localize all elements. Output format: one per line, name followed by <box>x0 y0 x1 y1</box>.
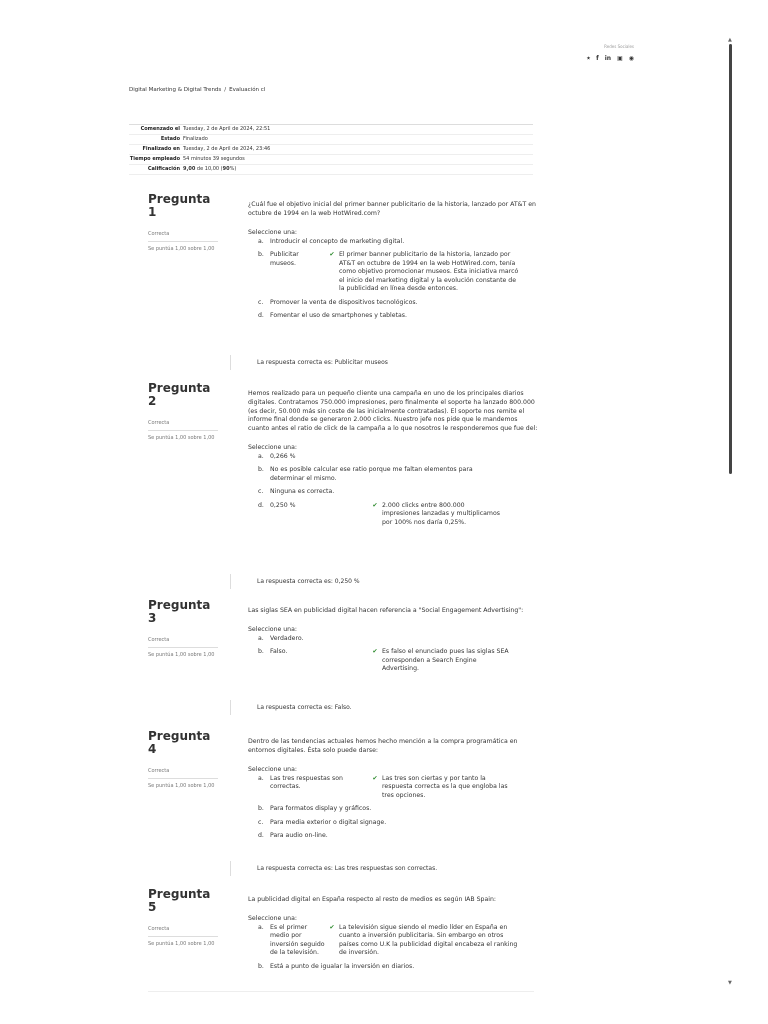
summary-label: Calificación <box>147 166 180 172</box>
summary-value: Tuesday, 2 de April de 2024, 22:51 <box>183 126 271 132</box>
question-title: Pregunta 1 <box>148 192 211 219</box>
question-content <box>248 607 538 679</box>
check-icon: ✔ <box>372 648 378 656</box>
summary-row-time <box>129 155 533 165</box>
scrollbar-thumb[interactable] <box>729 44 732 474</box>
summary-label: Tiempo empleado <box>129 156 180 162</box>
question-info <box>148 888 218 947</box>
option-feedback: Es falso el enunciado pues las siglas SEA corresponden a Search Engine Advertising. <box>382 648 509 673</box>
question-info <box>148 730 218 789</box>
question-state: Correcta <box>148 926 218 937</box>
summary-row-started <box>129 125 533 135</box>
check-icon: ✔ <box>372 774 378 782</box>
option-b[interactable]: b. No es posible calcular ese ratio porque me faltan elementos para determinar el mismo. <box>258 466 473 482</box>
grade-score: 9,00 <box>183 166 196 172</box>
social-links <box>560 44 634 62</box>
summary-value <box>183 166 533 173</box>
question-grade: Se puntúa 1,00 sobre 1,00 <box>148 246 215 252</box>
option-feedback: El primer banner publicitario de la historia, lanzado por AT&T en octubre de 1994 en la web HotWired.com, tenía como objetivo promocionar museos. Esta iniciativa marcó el inicio del marketing digital y la evolución constante de la publicidad en línea desde entonces. <box>339 251 519 293</box>
select-one-label: Seleccione una: <box>248 765 297 773</box>
question-content <box>248 201 538 326</box>
breadcrumb-current[interactable]: Evaluación cl <box>229 87 266 93</box>
option-a[interactable]: a. Introducir el concepto de marketing digital. <box>258 237 405 245</box>
scroll-up-arrow-icon[interactable]: ▲ <box>728 37 732 43</box>
globe-icon[interactable]: ◉ <box>628 55 634 62</box>
check-icon: ✔ <box>329 251 335 259</box>
summary-row-finished <box>129 145 533 155</box>
summary-label: Comenzado el <box>140 126 180 132</box>
check-icon: ✔ <box>329 923 335 931</box>
question-state: Correcta <box>148 637 218 648</box>
youtube-icon[interactable]: ▣ <box>617 55 623 62</box>
question-state: Correcta <box>148 420 218 431</box>
question-text: Dentro de las tendencias actuales hemos hecho mención a la compra programática en entornos digitales. Ésta solo puede darse: <box>248 738 518 754</box>
attempt-summary <box>129 124 533 175</box>
select-one-label: Seleccione una: <box>248 625 297 633</box>
option-d[interactable]: d. Fomentar el uso de smartphones y tabletas. <box>258 312 407 320</box>
twitter-icon[interactable]: ⭑ <box>586 55 591 62</box>
option-a[interactable]: a. Es el primer medio por inversión seguido de la televisión. ✔ La televisión sigue siendo el medio líder en España en cuanto a inversión publicitaria. Sin embargo en otros países como U.K la publicidad digital encabeza el ranking de inversión. <box>258 923 518 957</box>
option-b[interactable]: b. Publicitar museos. ✔ El primer banner publicitario de la historia, lanzado por AT&T en octubre de 1994 en la web HotWired.com, tenía como objetivo promocionar museos. Esta iniciativa marcó el inicio del marketing digital y la evolución constante de la publicidad en línea desde entonces. <box>258 251 519 293</box>
select-one-label: Seleccione una: <box>248 443 297 451</box>
breadcrumb <box>129 87 265 93</box>
summary-value: Finalizado <box>183 136 208 142</box>
grade-rest: de 10,00 ( <box>195 166 223 172</box>
question-state: Correcta <box>148 231 218 242</box>
option-c[interactable]: c. Ninguna es correcta. <box>258 488 335 496</box>
option-feedback: La televisión sigue siendo el medio líder en España en cuanto a inversión publicitaria. Sin embargo en otros países como U.K la publicidad digital encabeza el ranking de inversión. <box>339 923 518 957</box>
options-list <box>248 635 538 674</box>
option-d[interactable]: d. Para audio on-line. <box>258 832 328 840</box>
option-b[interactable]: b. Para formatos display y gráficos. <box>258 805 372 813</box>
summary-label: Estado <box>160 136 180 142</box>
option-b[interactable]: b. Falso. ✔ Es falso el enunciado pues las siglas SEA corresponden a Search Engine Advertising. <box>258 648 509 673</box>
option-a[interactable]: a. 0,266 % <box>258 452 296 460</box>
question-info <box>148 599 218 658</box>
question-grade: Se puntúa 1,00 sobre 1,00 <box>148 941 215 947</box>
select-one-label: Seleccione una: <box>248 914 297 922</box>
option-c[interactable]: c. Para media exterior o digital signage. <box>258 818 387 826</box>
page-bottom-rule <box>148 991 534 992</box>
right-answer: La respuesta correcta es: Falso. <box>230 700 530 715</box>
option-d[interactable]: d. 0,250 % ✔ 2.000 clicks entre 800.000 impresiones lanzadas y multiplicamos por 100% nos daría 0,25%. <box>248 502 538 528</box>
summary-value: 54 minutos 39 segundos <box>183 156 245 162</box>
question-text: ¿Cuál fue el objetivo inicial del primer banner publicitario de la historia, lanzado por AT&T en octubre de 1994 en la web HotWired.com? <box>248 201 536 217</box>
right-answer: La respuesta correcta es: Publicitar museos <box>230 355 530 370</box>
options-list <box>248 924 538 972</box>
question-title: Pregunta 4 <box>148 729 211 756</box>
question-state: Correcta <box>148 768 218 779</box>
right-answer: La respuesta correcta es: 0,250 % <box>230 574 530 589</box>
option-feedback: Las tres son ciertas y por tanto la respuesta correcta es la que engloba las tres opciones. <box>382 774 508 799</box>
question-info <box>148 382 218 441</box>
question-content <box>248 738 538 846</box>
question-title: Pregunta 2 <box>148 381 211 408</box>
breadcrumb-course-link[interactable]: Digital Marketing & Digital Trends <box>129 87 222 93</box>
linkedin-icon[interactable]: in <box>604 55 612 62</box>
option-feedback: 2.000 clicks entre 800.000 impresiones lanzadas y multiplicamos por 100% nos daría 0,25%. <box>382 501 500 526</box>
option-a[interactable]: a. Verdadero. <box>258 634 304 642</box>
question-title: Pregunta 3 <box>148 598 211 625</box>
question-grade: Se puntúa 1,00 sobre 1,00 <box>148 783 215 789</box>
options-list <box>248 453 538 528</box>
breadcrumb-separator: / <box>224 87 227 93</box>
grade-percent: 90 <box>222 166 230 172</box>
summary-row-grade <box>129 165 533 175</box>
summary-label: Finalizado en <box>142 146 180 152</box>
question-text: Las siglas SEA en publicidad digital hacen referencia a "Social Engagement Advertising": <box>248 607 524 614</box>
option-c[interactable]: c. Promover la venta de dispositivos tecnológicos. <box>258 298 418 306</box>
facebook-icon[interactable]: f <box>596 55 599 62</box>
options-list <box>248 238 538 321</box>
question-grade: Se puntúa 1,00 sobre 1,00 <box>148 435 215 441</box>
option-b[interactable]: b. Está a punto de igualar la inversión en diarios. <box>258 962 415 970</box>
question-text: Hemos realizado para un pequeño cliente una campaña en uno de los principales diarios digitales. Contratamos 750.000 impresiones, pero finalmente el soporte ha lanzado 800.000 (es decir, 50.000 más sin coste de las inicialmente contratadas). El soporte nos remite el informe final donde se generaron 2.000 clicks. Nuestro jefe nos pide que le mandemos cuanto antes el ratio de click de la campaña a lo que nosotros le responderemos que fue del: <box>248 390 538 433</box>
right-answer: La respuesta correcta es: Las tres respuestas son correctas. <box>230 861 530 876</box>
select-one-label: Seleccione una: <box>248 228 297 236</box>
question-content <box>248 390 538 532</box>
summary-value: Tuesday, 2 de April de 2024, 23:46 <box>183 146 271 152</box>
question-title: Pregunta 5 <box>148 887 211 914</box>
summary-row-state <box>129 135 533 145</box>
option-a[interactable]: a. Las tres respuestas son correctas. ✔ Las tres son ciertas y por tanto la respuesta correcta es la que engloba las tres opciones. <box>248 775 538 801</box>
social-title: Redes Sociales <box>604 44 634 49</box>
grade-close: %) <box>229 166 237 172</box>
question-text: La publicidad digital en España respecto al resto de medios es según IAB Spain: <box>248 896 496 903</box>
options-list <box>248 775 538 841</box>
question-info <box>148 193 218 252</box>
scroll-down-arrow-icon[interactable]: ▼ <box>728 980 732 986</box>
check-icon: ✔ <box>372 501 378 509</box>
question-grade: Se puntúa 1,00 sobre 1,00 <box>148 652 215 658</box>
question-content <box>248 896 538 976</box>
